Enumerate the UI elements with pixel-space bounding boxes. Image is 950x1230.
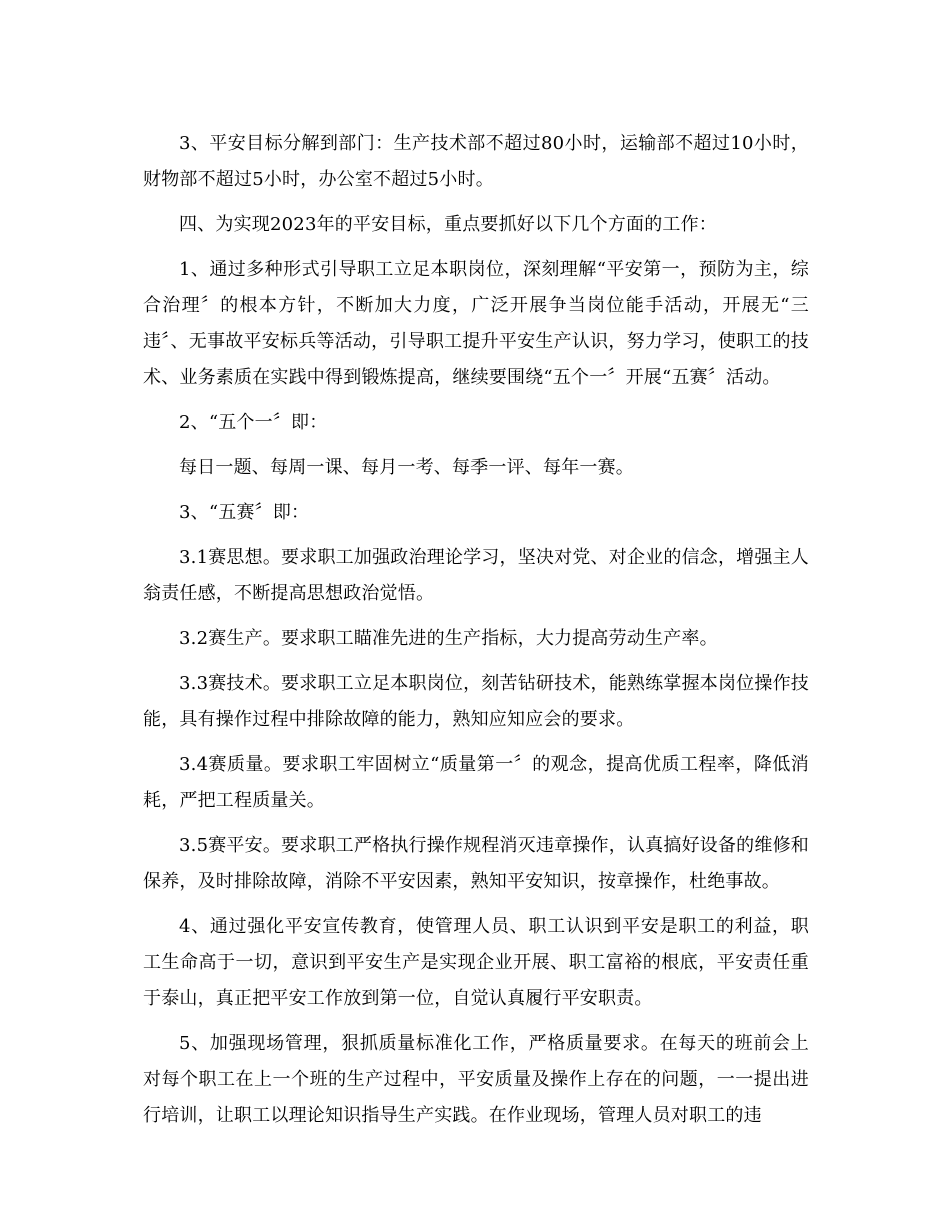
paragraph-item-4: 4、通过强化平安宣传教育，使管理人员、职工认识到平安是职工的利益，职工生命高于一切，意识到平安生产是实现企业开展、职工富裕的根底，平安责任重于泰山，真正把平安工作放到第一位，自觉认真履行平安职责。 (143, 916, 809, 1009)
paragraph-3-2-production: 3.2赛生产。要求职工瞄准先进的生产指标，大力提高劳动生产率。 (179, 628, 718, 649)
paragraph-item-1: 1、通过多种形式引导职工立足本职岗位，深刻理解“平安第一，预防为主，综合治理〞的根本方针，不断加大力度，广泛开展争当岗位能手活动，开展无“三违〞、无事故平安标兵等活动，引导职工提升平安生产认识，努力学习，使职工的技术、业务素质在实践中得到锻炼提高，继续要围绕“五个一〞开展“五赛〞活动。 (143, 259, 809, 388)
paragraph-item-2: 2、“五个一〞即： (179, 412, 328, 433)
paragraph-3-1-thought: 3.1赛思想。要求职工加强政治理论学习，坚决对党、对企业的信念，增强主人翁责任感，不断提高思想政治觉悟。 (143, 547, 809, 604)
paragraph-item-3: 3、“五赛〞即： (179, 502, 310, 523)
paragraph-five-ones: 每日一题、每周一课、每月一考、每季一评、每年一赛。 (179, 457, 634, 478)
paragraph-section-four-heading: 四、为实现2023年的平安目标，重点要抓好以下几个方面的工作： (179, 214, 718, 235)
paragraph-3-4-quality: 3.4赛质量。要求职工牢固树立“质量第一〞的观念，提高优质工程率，降低消耗，严把工程质量关。 (143, 754, 809, 811)
paragraph-department-targets: 3、平安目标分解到部门：生产技术部不超过80小时，运输部不超过10小时，财物部不超过5小时，办公室不超过5小时。 (143, 133, 809, 190)
paragraph-3-3-technique: 3.3赛技术。要求职工立足本职岗位，刻苦钻研技术，能熟练掌握本岗位操作技能，具有操作过程中排除故障的能力，熟知应知应会的要求。 (143, 673, 809, 730)
paragraph-3-5-safety: 3.5赛平安。要求职工严格执行操作规程消灭违章操作，认真搞好设备的维修和保养，及时排除故障，消除不平安因素，熟知平安知识，按章操作，杜绝事故。 (143, 835, 809, 892)
document-body (143, 126, 809, 1143)
paragraph-item-5: 5、加强现场管理，狠抓质量标准化工作，严格质量要求。在每天的班前会上对每个职工在上一个班的生产过程中，平安质量及操作上存在的问题，一一提出进行培训，让职工以理论知识指导生产实践。在作业现场，管理人员对职工的违 (143, 1033, 809, 1126)
